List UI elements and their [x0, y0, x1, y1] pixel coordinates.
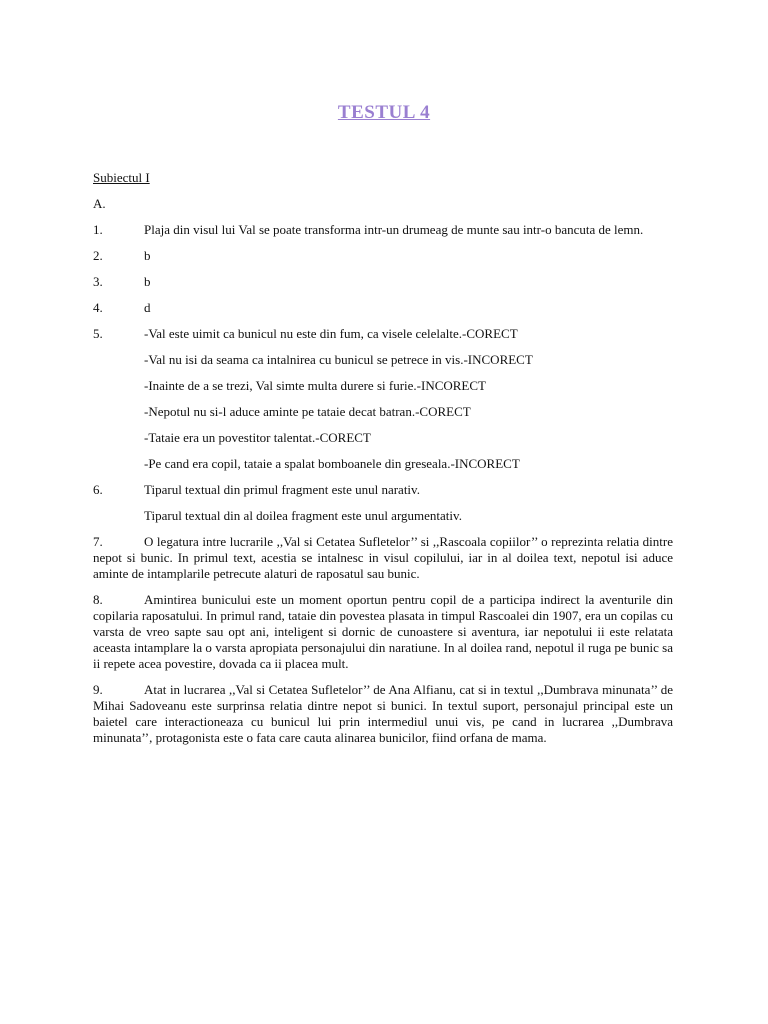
item-number: 5. [93, 326, 103, 341]
list-item [93, 274, 673, 290]
section-label: A. [93, 196, 106, 211]
list-item [93, 248, 673, 264]
item-line: -Val este uimit ca bunicul nu este din fum, ca visele celelalte.-CORECT [144, 326, 518, 341]
item-line: -Nepotul nu si-l aduce aminte pe tataie decat batran.-CORECT [144, 404, 471, 419]
item-text: Atat in lucrarea ,,Val si Cetatea Sufletelor’’ de Ana Alfianu, cat si in textul ,,Dumbrava minunata’’ de Mihai Sadoveanu este surprinsa relatia dintre nepot si bunici. In textul suport, personajul principal este un baietel care interactioneaza cu bunicul lui prin intermediul unui vis, pe cand in lucrarea ,,Dumbrava minunata’’, protagonista este o fata care cauta alinarea bunicilor, fiind orfana de mama. [93, 682, 673, 745]
item-text: d [144, 300, 151, 315]
list-item [93, 326, 673, 342]
subject-heading: Subiectul I [93, 170, 150, 185]
page-title: TESTUL 4 [337, 102, 431, 123]
item-number: 1. [93, 222, 103, 237]
list-item [93, 592, 673, 672]
item-text: b [144, 274, 151, 289]
item-text: Plaja din visul lui Val se poate transforma intr-un drumeag de munte sau intr-o bancuta de lemn. [144, 222, 644, 237]
item-line: -Tataie era un povestitor talentat.-CORECT [144, 430, 371, 445]
item-text: Amintirea bunicului este un moment oportun pentru copil de a participa indirect la aventurile din copilaria raposatului. In primul rand, tataie din povestea plasata in timpul Rascoalei din 1907, era un copilas cu varsta de vreo sapte sau opt ani, inteligent si dornic de cunoastere si aventura, iar nepotului ii este relatata aceasta intamplare la o varsta apropiata personajului din naratiune. In al doilea rand, nepotul il ruga pe bunic sa ii repete acea povestire, dovada ca ii placea mult. [93, 592, 673, 671]
list-item [93, 534, 673, 582]
list-item [93, 222, 673, 238]
item-number: 4. [93, 300, 103, 315]
list-item [93, 682, 673, 746]
list-item [93, 300, 673, 316]
item-number: 8. [93, 592, 103, 607]
item-text: O legatura intre lucrarile ,,Val si Cetatea Sufletelor’’ si ,,Rascoala copiilor’’ o reprezinta relatia dintre nepot si bunic. In primul text, acestia se intalnesc in visul copilului, iar in al doilea text, nepotul isi aduce aminte de intamplarile petrecute alaturi de raposatul sau bunic. [93, 534, 673, 581]
list-item [93, 482, 673, 498]
item-number: 6. [93, 482, 103, 497]
item-line: Tiparul textual din primul fragment este unul narativ. [144, 482, 420, 497]
item-line: -Pe cand era copil, tataie a spalat bomboanele din greseala.-INCORECT [144, 456, 520, 471]
item-line: -Val nu isi da seama ca intalnirea cu bunicul se petrece in vis.-INCORECT [144, 352, 533, 367]
item-line: -Inainte de a se trezi, Val simte multa durere si furie.-INCORECT [144, 378, 486, 393]
item-text: b [144, 248, 151, 263]
item-number: 2. [93, 248, 103, 263]
item-line: Tiparul textual din al doilea fragment este unul argumentativ. [144, 508, 462, 523]
document-body [93, 170, 673, 756]
item-number: 3. [93, 274, 103, 289]
item-number: 7. [93, 534, 103, 549]
item-number: 9. [93, 682, 103, 697]
